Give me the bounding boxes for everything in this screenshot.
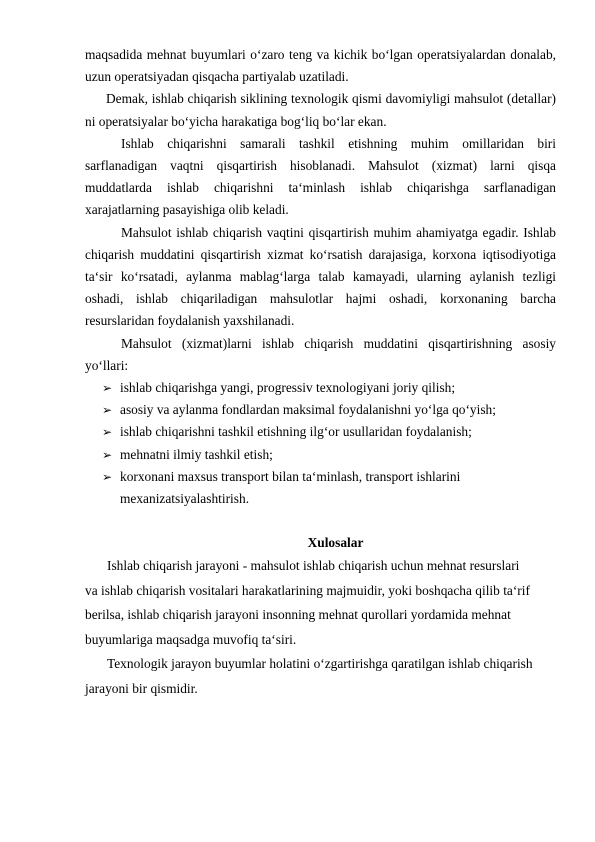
section-heading: Xulosalar (307, 535, 364, 551)
conclusion-line: berilsa, ishlab chiqarish jarayoni insonning mehnat qurollari yordamida mehnat (85, 607, 511, 623)
arrow-bullet-icon: ➢ (102, 447, 113, 462)
bullet-list (85, 377, 556, 510)
list-item-text: ishlab chiqarishni tashkil etishning ilg‘or usullaridan foydalanish; (120, 424, 472, 440)
paragraph: Mahsulot (xizmat)larni ishlab chiqarish muddatini qisqartirishning asosiy yo‘llari: (85, 335, 556, 373)
paragraph: Ishlab chiqarishni samarali tashkil etishning muhim omillaridan biri sarflanadigan vaqtni qisqartirish hisoblanadi. Mahsulot (xizmat) larni qisqa muddatlarda ishlab chiqarishni ta‘minlash ishlab chiqarishga sarflanadigan xarajatlarning pasayishiga olib keladi. (85, 135, 556, 218)
list-item-text: asosiy va aylanma fondlardan maksimal foydalanishni yo‘lga qo‘yish; (120, 402, 496, 418)
list-item-text: ishlab chiqarishga yangi, progressiv texnologiyani joriy qilish; (120, 380, 456, 396)
conclusion-line: Ishlab chiqarish jarayoni - mahsulot ishlab chiqarish uchun mehnat resurslari (107, 558, 520, 574)
arrow-bullet-icon: ➢ (102, 381, 113, 396)
conclusion-line: buyumlariga maqsadga muvofiq ta‘siri. (85, 631, 297, 647)
paragraph: maqsadida mehnat buyumlari o‘zaro teng va kichik bo‘lgan operatsiyalardan donalab, uzun operatsiyadan qisqacha partiyalab uzatiladi. (85, 47, 556, 85)
arrow-bullet-icon: ➢ (102, 469, 113, 484)
list-item (85, 377, 556, 399)
arrow-bullet-icon: ➢ (102, 425, 113, 440)
list-item-text: mehnatni ilmiy tashkil etish; (120, 446, 273, 462)
document-page (85, 44, 556, 701)
arrow-bullet-icon: ➢ (102, 403, 113, 418)
list-item (85, 444, 556, 466)
paragraph: Demak, ishlab chiqarish siklining texnologik qismi davomiyligi mahsulot (detallar) ni operatsiyalar bo‘yicha harakatiga bog‘liq bo‘lar ekan. (85, 91, 556, 129)
list-item (85, 399, 556, 421)
list-item (85, 466, 556, 510)
paragraph: Mahsulot ishlab chiqarish vaqtini qisqartirish muhim ahamiyatga egadir. Ishlab chiqarish muddatini qisqartirish xizmat ko‘rsatish darajasiga, korxona iqtisodiyotiga ta‘sir ko‘rsatadi, aylanma mablag‘larga talab kamayadi, ularning aylanish tezligi oshadi, ishlab chiqariladigan mahsulotlar hajmi oshadi, korxonaning barcha resurslaridan foydalanish yaxshilanadi. (85, 224, 556, 329)
conclusion-line: jarayoni bir qismidir. (85, 680, 198, 696)
list-item-text: korxonani maxsus transport bilan ta‘minlash, transport ishlarini mexanizatsiyalashtirish. (120, 468, 461, 507)
conclusion-line: Texnologik jarayon buyumlar holatini o‘zgartirishga qaratilgan ishlab chiqarish (107, 656, 533, 672)
conclusion-line: va ishlab chiqarish vositalari harakatlarining majmuidir, yoki boshqacha qilib ta‘rif (85, 582, 530, 598)
list-item (85, 421, 556, 443)
